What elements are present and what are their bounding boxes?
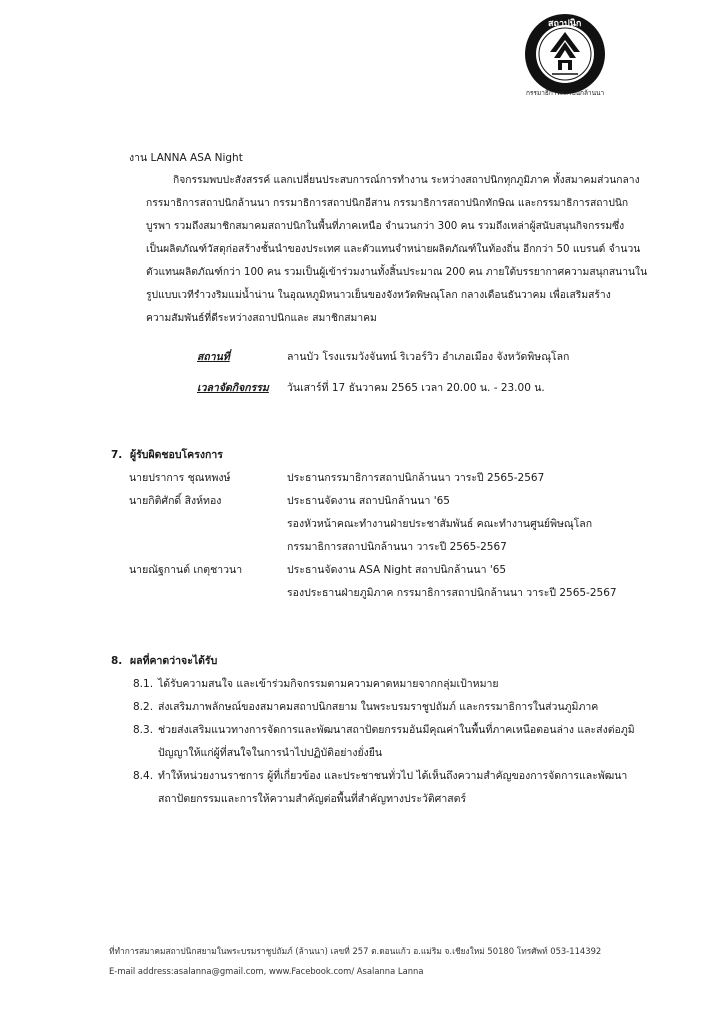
- paragraph-line: ความสัมพันธ์ที่ดีระหว่างสถาปนิกและ สมาชิกสมาคม: [146, 312, 377, 324]
- logo-arc-text: สถาปนิก: [548, 19, 582, 29]
- result-text: ทำให้หน่วยงานราชการ ผู้ที่เกี่ยวข้อง และประชาชนทั่วไป ได้เห็นถึงความสำคัญของการจัดการและพัฒนา: [158, 770, 628, 782]
- person-name: นายกิติศักดิ์ สิงห์ทอง: [129, 495, 222, 507]
- result-text: ส่งเสริมภาพลักษณ์ของสมาคมสถาปนิกสยาม ในพระบรมราชูปถัมภ์ และกรรมาธิการในส่วนภูมิภาค: [158, 701, 599, 713]
- person-name: นายปราการ ชุณหพงษ์: [129, 472, 231, 484]
- result-text: ช่วยส่งเสริมแนวทางการจัดการและพัฒนาสถาปัตยกรรมอันมีคุณค่าในพื้นที่ภาคเหนือตอนล่าง และส่งต่อภูมิ: [158, 724, 635, 736]
- footer-contact: E-mail address:asalanna@gmail.com, www.Facebook.com/ Asalanna Lanna: [109, 966, 424, 976]
- paragraph-line: เป็นผลิตภัณฑ์วัสดุก่อสร้างชั้นนำของประเทศ และตัวแทนจำหน่ายผลิตภัณฑ์ในท้องถิ่น อีกกว่า 50 แบรนด์ จำนวน: [146, 243, 641, 255]
- section8-number: 8.: [111, 655, 123, 667]
- person-name: นายณัฐกานต์ เกตุชาวนา: [129, 564, 243, 576]
- footer-address: ที่ทำการสมาคมสถาปนิกสยามในพระบรมราชูปถัมภ์ (ล้านนา) เลขที่ 257 ต.ดอนแก้ว อ.แม่ริม จ.เชียงใหม่ 50180 โทรศัพท์ 053-114392: [109, 946, 602, 956]
- logo-caption: กรรมาธิการสถาปนิกล้านนา: [526, 89, 605, 97]
- result-text: สถาปัตยกรรมและการให้ความสำคัญต่อพื้นที่สำคัญทางประวัติศาสตร์: [158, 793, 467, 805]
- result-number: 8.4.: [133, 770, 154, 782]
- paragraph-line: รูปแบบเวทีรำวงริมแม่น้ำน่าน ในอุณหภูมิหนาวเย็นของจังหวัดพิษณุโลก กลางเดือนธันวาคม เพื่อเสริมสร้าง: [146, 289, 611, 301]
- result-text: ได้รับความสนใจ และเข้าร่วมกิจกรรมตามความคาดหมายจากกลุ่มเป้าหมาย: [158, 678, 499, 690]
- time-label: เวลาจัดกิจกรรม: [197, 382, 269, 394]
- time-value: วันเสาร์ที่ 17 ธันวาคม 2565 เวลา 20.00 น. - 23.00 น.: [287, 382, 545, 394]
- section7-title: ผู้รับผิดชอบโครงการ: [130, 449, 223, 461]
- person-role: ประธานจัดงาน สถาปนิกล้านนา '65: [287, 495, 450, 507]
- result-text: ปัญญาให้แก่ผู้ที่สนใจในการนำไปปฏิบัติอย่างยั่งยืน: [158, 747, 383, 759]
- paragraph-line: บูรพา รวมถึงสมาชิกสมาคมสถาปนิกในพื้นที่ภาคเหนือ จำนวนกว่า 300 คน รวมถึงเหล่าผู้สนับสนุนกิจกรรมซึ่ง: [146, 220, 625, 232]
- event-title: งาน LANNA ASA Night: [129, 152, 243, 164]
- venue-value: ลานบัว โรงแรมวังจันทน์ ริเวอร์วิว อำเภอเมือง จังหวัดพิษณุโลก: [287, 351, 570, 363]
- result-number: 8.2.: [133, 701, 154, 713]
- result-number: 8.3.: [133, 724, 154, 736]
- paragraph-line: ตัวแทนผลิตภัณฑ์กว่า 100 คน รวมเป็นผู้เข้าร่วมงานทั้งสิ้นประมาณ 200 คน ภายใต้บรรยากาศความสนุกสนานใน: [146, 266, 648, 278]
- result-number: 8.1.: [133, 678, 154, 690]
- person-role: ประธานกรรมาธิการสถาปนิกล้านนา วาระปี 2565-2567: [287, 472, 545, 484]
- section8-title: ผลที่คาดว่าจะได้รับ: [130, 655, 218, 667]
- person-role: กรรมาธิการสถาปนิกล้านนา วาระปี 2565-2567: [287, 541, 507, 553]
- paragraph-line: กรรมาธิการสถาปนิกล้านนา กรรมาธิการสถาปนิกอีสาน กรรมาธิการสถาปนิกทักษิณ และกรรมาธิการสถาปนิก: [146, 197, 629, 209]
- person-role: รองหัวหน้าคณะทำงานฝ่ายประชาสัมพันธ์ คณะทำงานศูนย์พิษณุโลก: [287, 518, 593, 530]
- paragraph-line: กิจกรรมพบปะสังสรรค์ แลกเปลี่ยนประสบการณ์การทำงาน ระหว่างสถาปนิกทุกภูมิภาค ทั้งสมาคมส่วนกลาง: [173, 174, 640, 186]
- person-role: รองประธานฝ่ายภูมิภาค กรรมาธิการสถาปนิกล้านนา วาระปี 2565-2567: [287, 587, 617, 599]
- person-role: ประธานจัดงาน ASA Night สถาปนิกล้านนา '65: [287, 564, 507, 576]
- section7-number: 7.: [111, 449, 123, 461]
- venue-label: สถานที่: [197, 351, 230, 363]
